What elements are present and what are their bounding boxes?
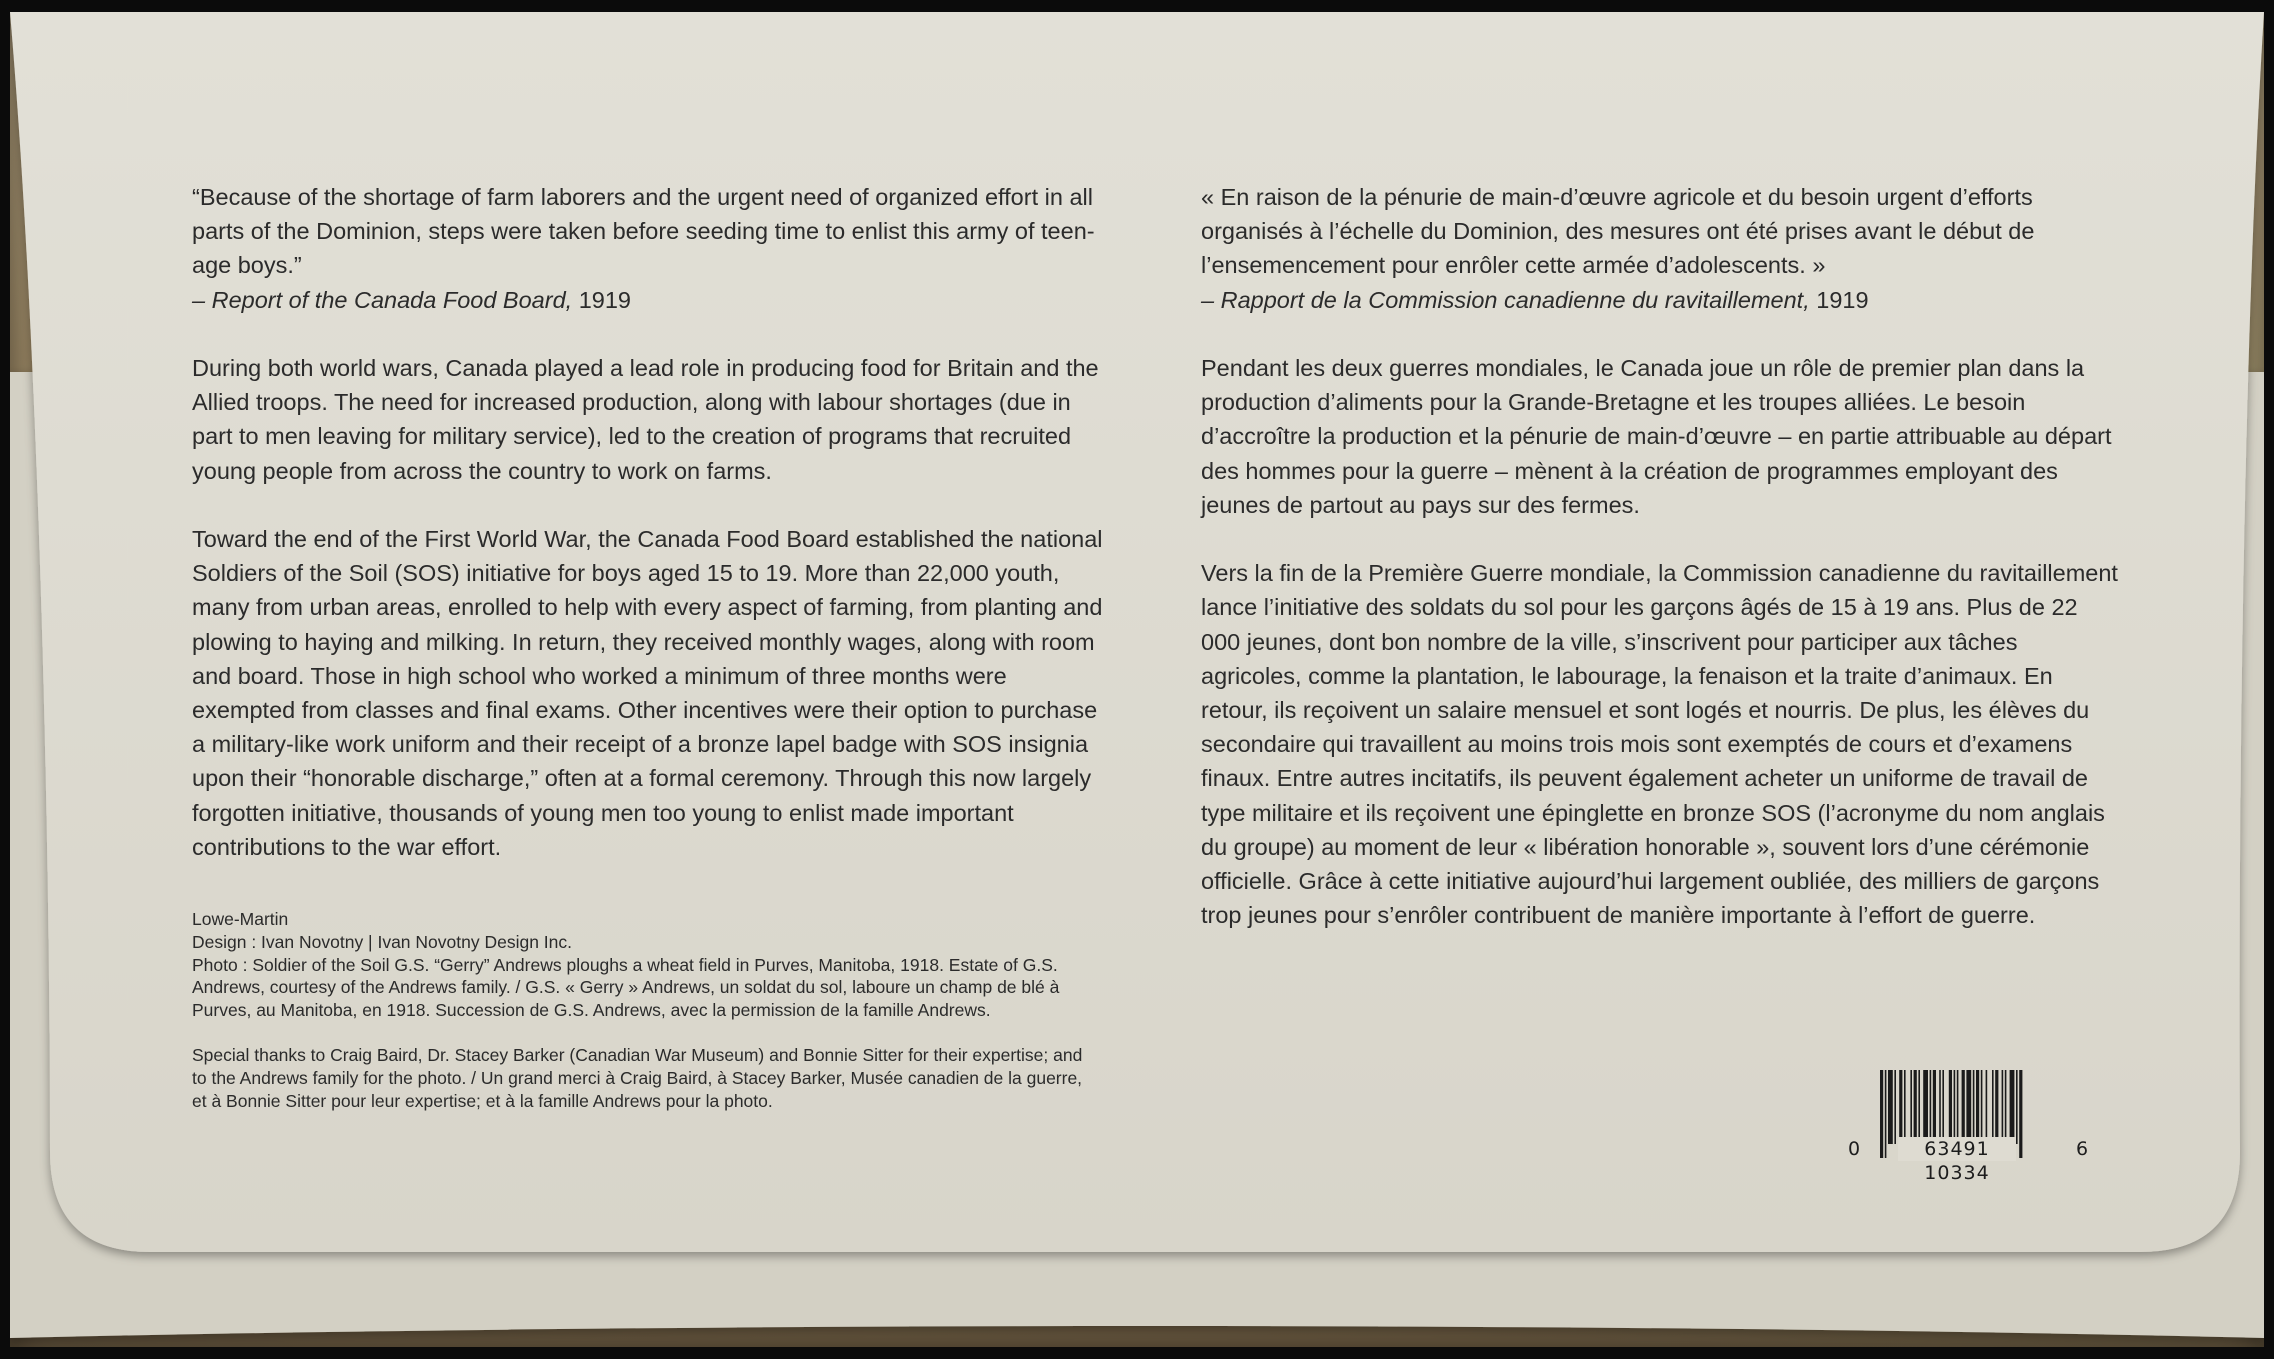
barcode-bar: [1949, 1070, 1952, 1144]
french-citation-year: 1919: [1809, 286, 1869, 313]
credits-production: [192, 908, 1092, 1022]
english-quote: “Because of the shortage of farm laborers and the urgent need of organized effort in all parts of the Dominion, steps were taken before seeding time to enlist this army of teen-age boys.”: [192, 184, 1095, 279]
barcode-left-digit: 0: [1848, 1138, 1861, 1160]
barcode-bar: [1981, 1070, 1983, 1144]
credits-photo: Photo : Soldier of the Soil G.S. “Gerry” Andrews ploughs a wheat field in Purves, Manitoba, 1918. Estate of G.S. Andrews, courtesy of the Andrews family. / G.S. « Gerry » Andrews, un soldat du sol, laboure un champ de blé à Purves, au Manitoba, en 1918. Succession de G.S. Andrews, avec la permission de la famille Andrews.: [192, 954, 1060, 1021]
barcode: [1848, 1064, 2089, 1184]
barcode-bar: [1933, 1070, 1936, 1144]
english-citation-title: – Report of the Canada Food Board,: [192, 286, 573, 313]
barcode-bar: [1957, 1070, 1959, 1144]
barcode-bar: [2005, 1070, 2007, 1144]
barcode-bar: [1910, 1070, 1912, 1144]
barcode-bar: [1995, 1070, 1998, 1144]
barcode-bar: [1992, 1070, 1994, 1144]
barcode-middle-digits: 63491 10334: [1898, 1137, 2016, 1161]
barcode-bar: [2016, 1070, 2018, 1144]
french-quote: « En raison de la pénurie de main-d’œuvre agricole et du besoin urgent d’efforts organisés à l’échelle du Dominion, des mesures ont été prises avant le début de l’ensemencement pour enrôler cette armée d’adolescents. »: [1201, 184, 2035, 279]
english-column: [192, 180, 1112, 898]
french-column: [1201, 180, 2121, 967]
french-paragraph-2: Vers la fin de la Première Guerre mondiale, la Commission canadienne du ravitaillement lance l’initiative des soldats du sol pour les garçons âgés de 15 à 19 ans. Plus de 22 000 jeunes, dont bon nombre de la ville, s’inscrivent pour participer aux tâches agricoles, comme la plantation, le labourage, la fenaison et la traite d’animaux. En retour, ils reçoivent un salaire mensuel et sont logés et nourris. De plus, les élèves du secondaire qui travaillent au moins trois mois sont exemptés de cours et d’examens finaux. Entre autres incitatifs, ils peuvent également acheter un uniforme de travail de type militaire et ils reçoivent une épinglette en bronze SOS (l’acronyme du nom anglais du groupe) au moment de leur « libération honorable », souvent lors d’une cérémonie officielle. Grâce à cette initiative aujourd’hui largement oubliée, des milliers de garçons trop jeunes pour s’enrôler contribuent de manière importante à l’effort de guerre.: [1201, 560, 2118, 929]
barcode-bar: [2010, 1070, 2015, 1144]
credits-printer: Lowe-Martin: [192, 909, 289, 929]
barcode-bar: [1939, 1070, 1941, 1144]
french-citation-title: – Rapport de la Commission canadienne du ravitaillement,: [1201, 286, 1810, 313]
french-quote-block: [1201, 180, 2121, 317]
barcode-bar: [1942, 1070, 1944, 1144]
barcode-bar: [1962, 1070, 1965, 1144]
french-paragraph-1: Pendant les deux guerres mondiales, le Canada joue un rôle de premier plan dans la production d’aliments pour la Grande-Bretagne et les troupes alliées. Le besoin d’accroître la production et la pénurie de main-d’œuvre – en partie attribuable au départ des hommes pour la guerre – mènent à la création de programmes employant des jeunes de partout au pays sur des fermes.: [1201, 355, 2112, 518]
barcode-bar: [1880, 1070, 1883, 1158]
barcode-bar: [1894, 1070, 1896, 1144]
barcode-bar: [1885, 1070, 1887, 1158]
barcode-bar: [1899, 1070, 1902, 1144]
barcode-bar: [1930, 1070, 1932, 1144]
barcode-bar: [1888, 1070, 1893, 1144]
barcode-bar: [1923, 1070, 1928, 1144]
credits-thanks: Special thanks to Craig Baird, Dr. Stacey Barker (Canadian War Museum) and Bonnie Sitter for their expertise; and to the Andrews family for the photo. / Un grand merci à Craig Baird, à Stacey Barker, Musée canadien de la guerre, et à Bonnie Sitter pour leur expertise; et à la famille Andrews pour la photo.: [192, 1044, 1083, 1111]
barcode-bar: [2019, 1070, 2022, 1158]
barcode-bar: [1973, 1070, 1975, 1144]
barcode-bar: [1986, 1070, 1988, 1144]
english-citation-year: 1919: [572, 286, 631, 313]
barcode-bar: [1966, 1070, 1971, 1144]
stamp-card-back: [10, 12, 2264, 1347]
barcode-bar: [1918, 1070, 1920, 1144]
barcode-bar: [1976, 1070, 1979, 1144]
english-paragraph-1: During both world wars, Canada played a lead role in producing food for Britain and the Allied troops. The need for increased production, along with labour shortages (due in part to men leaving for military service), led to the creation of programs that recruited young people from across the country to work on farms.: [192, 355, 1099, 484]
english-quote-block: [192, 180, 1112, 317]
barcode-bar: [1914, 1070, 1917, 1144]
barcode-right-digit: 6: [2076, 1138, 2089, 1160]
credits-design: Design : Ivan Novotny | Ivan Novotny Design Inc.: [192, 931, 573, 952]
background-photo: [10, 12, 2264, 1347]
english-paragraph-2: Toward the end of the First World War, the Canada Food Board established the national Soldiers of the Soil (SOS) initiative for boys aged 15 to 19. More than 22,000 youth, many from urban areas, enrolled to help with every aspect of farming, from planting and plowing to haying and milking. In return, they received monthly wages, along with room and board. Those in high school who worked a minimum of three months were exempted from classes and final exams. Other incentives were their option to purchase a military-like work uniform and their receipt of a bronze lapel badge with SOS insignia upon their “honorable discharge,” often at a formal ceremony. Through this now largely forgotten initiative, thousands of young men too young to enlist made important contributions to the war effort.: [192, 526, 1103, 860]
barcode-bar: [2002, 1070, 2004, 1144]
barcode-bar: [1904, 1070, 1906, 1144]
credits-block: [192, 908, 1092, 1134]
